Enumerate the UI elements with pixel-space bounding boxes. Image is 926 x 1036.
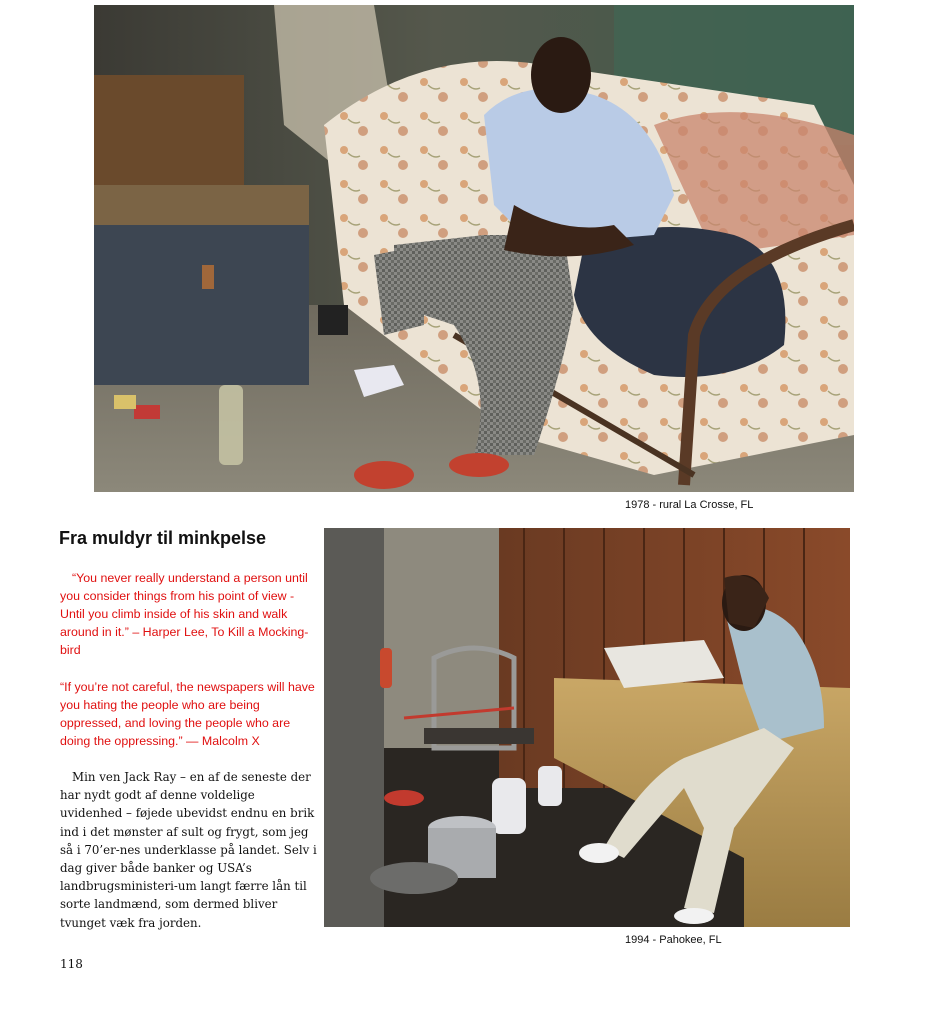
article-body-paragraph: Min ven Jack Ray – en af de seneste der har nydt godt af denne voldelige uvidenhed – føjede ubevidst endnu en brik ind i det mønster af sult og frygt, som jeg så i 70’er-nes underklasse på landet. Selv i dag giver både banker og USA’s landbrugsministeri-um langt færre lån til sorte landmænd, som dermed bliver tvunget væk fra jorden. (60, 770, 317, 930)
article-heading: Fra muldyr til minkpelse (59, 528, 267, 548)
page-number: 118 (60, 957, 83, 971)
quote-harper-lee: “You never really understand a person until you consider things from his point of view - Until you climb inside of his skin and walk around in it.” – Harper Lee, To Kill a Mocking-bird (60, 571, 309, 657)
photo-1978-la-crosse (94, 5, 854, 492)
photo-1994-illustration (324, 528, 850, 927)
photo-1994-pahokee (324, 528, 850, 927)
photo-caption-1978: 1978 - rural La Crosse, FL (625, 499, 754, 511)
quote-malcolm-x: “If you’re not careful, the newspapers will have you hating the people who are being oppressed, and loving the people who are doing the oppressing.” — Malcolm X (60, 680, 315, 748)
photo-1978-illustration (94, 5, 854, 492)
photo-caption-1994: 1994 - Pahokee, FL (625, 934, 722, 946)
